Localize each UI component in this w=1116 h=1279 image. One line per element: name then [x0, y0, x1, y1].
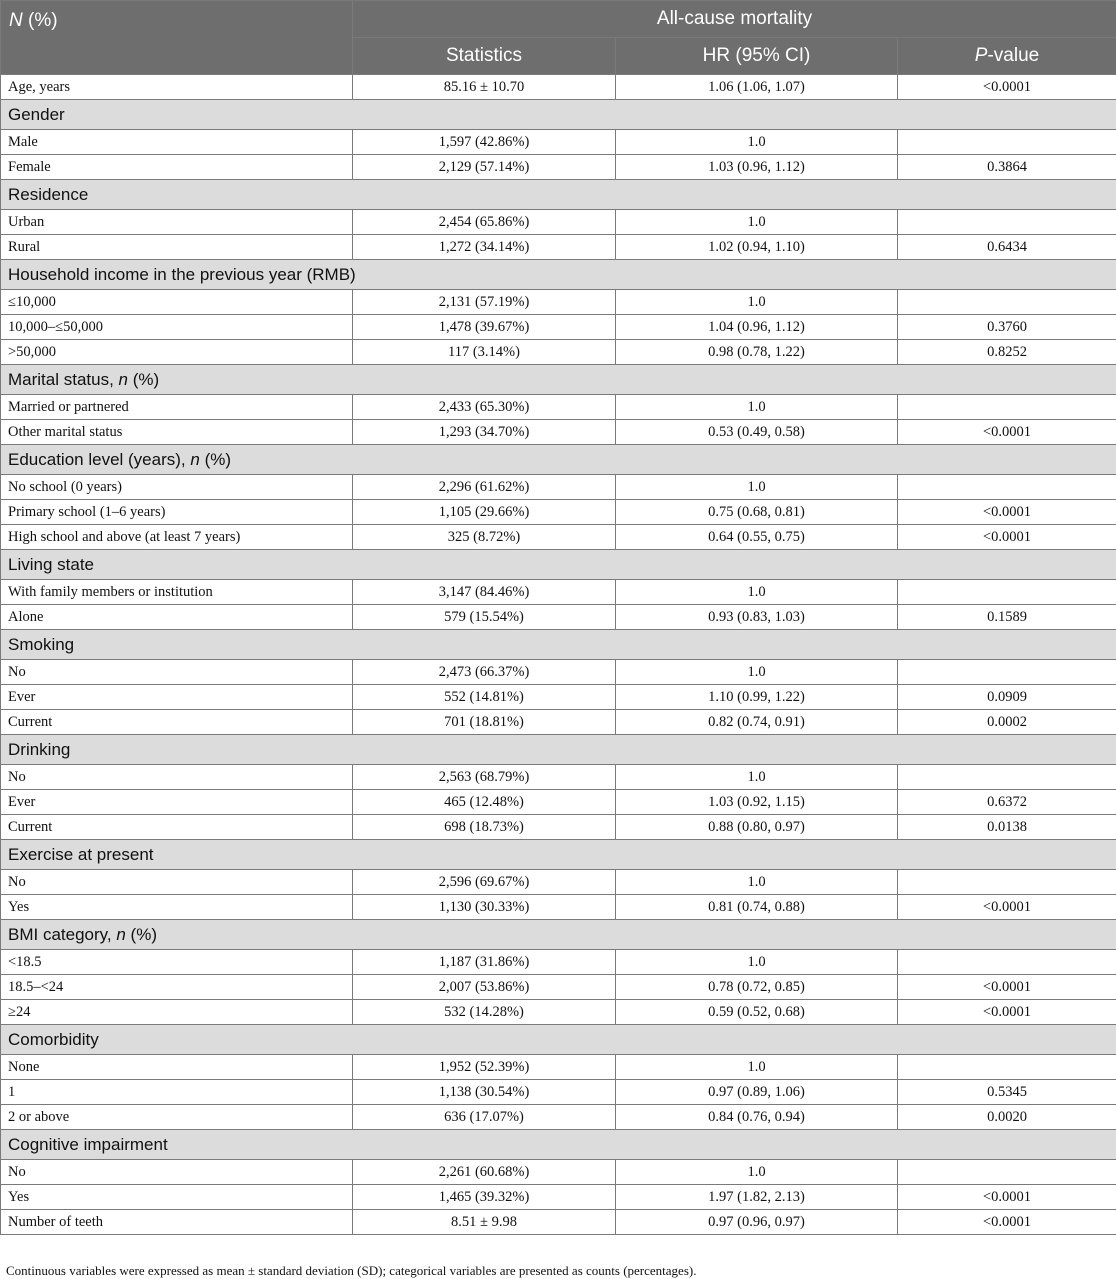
cell-statistics: 2,596 (69.67%)	[353, 870, 616, 895]
cell-p-value: <0.0001	[898, 500, 1116, 525]
group-label-text: Gender	[8, 104, 65, 124]
row-label: With family members or institution	[1, 580, 353, 605]
table-row	[1, 235, 1116, 260]
group-label-text: Drinking	[8, 739, 71, 759]
cell-hr: 1.0	[616, 580, 898, 605]
table-row	[1, 765, 1116, 790]
table-row	[1, 605, 1116, 630]
table-body	[1, 75, 1116, 1235]
table-row	[1, 685, 1116, 710]
cell-p-value: 0.6372	[898, 790, 1116, 815]
table-row	[1, 210, 1116, 235]
cell-p-value: 0.0020	[898, 1105, 1116, 1130]
row-label: ≥24	[1, 1000, 353, 1025]
cell-statistics: 2,007 (53.86%)	[353, 975, 616, 1000]
cell-hr: 0.75 (0.68, 0.81)	[616, 500, 898, 525]
table-row	[1, 290, 1116, 315]
cell-p-value: <0.0001	[898, 75, 1116, 100]
cell-p-value	[898, 210, 1116, 235]
cell-statistics: 2,433 (65.30%)	[353, 395, 616, 420]
cell-statistics: 698 (18.73%)	[353, 815, 616, 840]
row-label: Yes	[1, 1185, 353, 1210]
table-row	[1, 1000, 1116, 1025]
cell-statistics: 2,129 (57.14%)	[353, 155, 616, 180]
cell-statistics: 3,147 (84.46%)	[353, 580, 616, 605]
cell-hr: 0.97 (0.89, 1.06)	[616, 1080, 898, 1105]
row-label: Male	[1, 130, 353, 155]
cell-statistics: 532 (14.28%)	[353, 1000, 616, 1025]
group-label-text: Household income in the previous year (RMB)	[8, 264, 356, 284]
cell-statistics: 2,563 (68.79%)	[353, 765, 616, 790]
table-row	[1, 75, 1116, 100]
row-label: High school and above (at least 7 years)	[1, 525, 353, 550]
table-row	[1, 870, 1116, 895]
cell-statistics: 117 (3.14%)	[353, 340, 616, 365]
group-label-text: Education level (years),	[8, 449, 191, 469]
table-row	[1, 815, 1116, 840]
cell-p-value	[898, 395, 1116, 420]
table-row	[1, 500, 1116, 525]
table-row	[1, 950, 1116, 975]
table-row	[1, 1160, 1116, 1185]
group-label-suffix: (%)	[128, 369, 160, 389]
group-row	[1, 550, 1116, 580]
table-row	[1, 340, 1116, 365]
row-label: None	[1, 1055, 353, 1080]
row-label: Rural	[1, 235, 353, 260]
cell-statistics: 1,138 (30.54%)	[353, 1080, 616, 1105]
column-header-hr: HR (95% CI)	[616, 38, 898, 75]
corner-header-n: N	[9, 10, 23, 31]
cell-hr: 1.03 (0.92, 1.15)	[616, 790, 898, 815]
group-row	[1, 100, 1116, 130]
cell-statistics: 1,293 (34.70%)	[353, 420, 616, 445]
cell-p-value: 0.8252	[898, 340, 1116, 365]
cell-p-value: 0.3864	[898, 155, 1116, 180]
column-header-p	[898, 38, 1116, 75]
group-label-italic: n	[116, 924, 126, 944]
cell-p-value: <0.0001	[898, 895, 1116, 920]
group-label	[1, 180, 1116, 210]
row-label: Urban	[1, 210, 353, 235]
cell-statistics: 2,131 (57.19%)	[353, 290, 616, 315]
cell-hr: 0.88 (0.80, 0.97)	[616, 815, 898, 840]
group-row	[1, 180, 1116, 210]
cell-hr: 1.0	[616, 660, 898, 685]
cell-statistics: 85.16 ± 10.70	[353, 75, 616, 100]
cell-hr: 0.93 (0.83, 1.03)	[616, 605, 898, 630]
cell-statistics: 465 (12.48%)	[353, 790, 616, 815]
cell-statistics: 2,296 (61.62%)	[353, 475, 616, 500]
table-row	[1, 130, 1116, 155]
table-row	[1, 1055, 1116, 1080]
cell-hr: 0.98 (0.78, 1.22)	[616, 340, 898, 365]
cell-statistics: 1,952 (52.39%)	[353, 1055, 616, 1080]
cell-hr: 1.0	[616, 210, 898, 235]
cell-hr: 1.0	[616, 475, 898, 500]
row-label: Primary school (1–6 years)	[1, 500, 353, 525]
cell-hr: 0.82 (0.74, 0.91)	[616, 710, 898, 735]
cell-p-value	[898, 130, 1116, 155]
cell-statistics: 579 (15.54%)	[353, 605, 616, 630]
row-label: No	[1, 765, 353, 790]
group-label	[1, 100, 1116, 130]
row-label: Age, years	[1, 75, 353, 100]
cell-hr: 1.03 (0.96, 1.12)	[616, 155, 898, 180]
row-label: Current	[1, 815, 353, 840]
group-label	[1, 920, 1116, 950]
cell-hr: 1.02 (0.94, 1.10)	[616, 235, 898, 260]
row-label: No school (0 years)	[1, 475, 353, 500]
group-label-text: Marital status,	[8, 369, 119, 389]
group-row	[1, 365, 1116, 395]
cell-hr: 0.97 (0.96, 0.97)	[616, 1210, 898, 1235]
cell-statistics: 636 (17.07%)	[353, 1105, 616, 1130]
cell-p-value	[898, 475, 1116, 500]
cell-statistics: 1,465 (39.32%)	[353, 1185, 616, 1210]
cell-hr: 1.0	[616, 130, 898, 155]
row-label: No	[1, 660, 353, 685]
table-row	[1, 1105, 1116, 1130]
cell-p-value	[898, 660, 1116, 685]
cell-hr: 1.04 (0.96, 1.12)	[616, 315, 898, 340]
row-label: Yes	[1, 895, 353, 920]
corner-header-pct: (%)	[28, 10, 58, 31]
group-label-suffix: (%)	[199, 449, 232, 469]
cell-statistics: 701 (18.81%)	[353, 710, 616, 735]
table-row	[1, 525, 1116, 550]
cell-hr: 0.64 (0.55, 0.75)	[616, 525, 898, 550]
cell-hr: 1.0	[616, 870, 898, 895]
column-header-p-rest: -value	[987, 45, 1040, 66]
group-label-text: Living state	[8, 554, 94, 574]
row-label: Current	[1, 710, 353, 735]
group-label-text: Smoking	[8, 634, 75, 654]
table-row	[1, 1185, 1116, 1210]
cell-statistics: 1,105 (29.66%)	[353, 500, 616, 525]
cell-p-value	[898, 1055, 1116, 1080]
table-row	[1, 1080, 1116, 1105]
table-row	[1, 475, 1116, 500]
cell-hr: 0.81 (0.74, 0.88)	[616, 895, 898, 920]
cell-hr: 1.0	[616, 395, 898, 420]
cell-hr: 1.06 (1.06, 1.07)	[616, 75, 898, 100]
cell-p-value: 0.5345	[898, 1080, 1116, 1105]
cell-p-value: <0.0001	[898, 525, 1116, 550]
group-label-suffix: (%)	[125, 924, 157, 944]
group-label	[1, 550, 1116, 580]
row-label: 10,000–≤50,000	[1, 315, 353, 340]
table-row	[1, 895, 1116, 920]
cell-hr: 0.84 (0.76, 0.94)	[616, 1105, 898, 1130]
row-label: >50,000	[1, 340, 353, 365]
cell-p-value	[898, 950, 1116, 975]
group-label	[1, 1025, 1116, 1055]
group-row	[1, 630, 1116, 660]
cell-hr: 1.0	[616, 1160, 898, 1185]
table-row	[1, 315, 1116, 340]
group-label	[1, 445, 1116, 475]
cell-hr: 0.53 (0.49, 0.58)	[616, 420, 898, 445]
cell-p-value: 0.0138	[898, 815, 1116, 840]
cell-hr: 1.0	[616, 765, 898, 790]
group-label-italic: n	[190, 449, 200, 469]
cell-p-value	[898, 290, 1116, 315]
cell-p-value: 0.3760	[898, 315, 1116, 340]
group-label	[1, 630, 1116, 660]
table-row	[1, 420, 1116, 445]
group-label-text: Residence	[8, 184, 89, 204]
group-row	[1, 920, 1116, 950]
table-row	[1, 395, 1116, 420]
table-row	[1, 155, 1116, 180]
group-row	[1, 735, 1116, 765]
table-row	[1, 710, 1116, 735]
group-label	[1, 260, 1116, 290]
corner-header	[1, 1, 353, 75]
group-row	[1, 260, 1116, 290]
group-header: All-cause mortality	[353, 1, 1116, 38]
table-row	[1, 975, 1116, 1000]
row-label: 1	[1, 1080, 353, 1105]
cell-statistics: 2,473 (66.37%)	[353, 660, 616, 685]
row-label: Ever	[1, 790, 353, 815]
cell-p-value: 0.0002	[898, 710, 1116, 735]
cell-p-value: <0.0001	[898, 975, 1116, 1000]
cell-hr: 1.10 (0.99, 1.22)	[616, 685, 898, 710]
group-label-italic: n	[118, 369, 129, 389]
cell-p-value	[898, 870, 1116, 895]
cell-p-value	[898, 1160, 1116, 1185]
table-row	[1, 1210, 1116, 1235]
group-label	[1, 365, 1116, 395]
group-label	[1, 840, 1116, 870]
cell-statistics: 1,130 (30.33%)	[353, 895, 616, 920]
row-label: Number of teeth	[1, 1210, 353, 1235]
cell-statistics: 1,272 (34.14%)	[353, 235, 616, 260]
cell-statistics: 552 (14.81%)	[353, 685, 616, 710]
cell-hr: 1.0	[616, 290, 898, 315]
column-header-statistics: Statistics	[353, 38, 616, 75]
cell-statistics: 1,478 (39.67%)	[353, 315, 616, 340]
table-footnote: Continuous variables were expressed as mean ± standard deviation (SD); categorical variables are presented as counts (percentages).	[6, 1263, 697, 1278]
row-label: No	[1, 870, 353, 895]
group-row	[1, 840, 1116, 870]
table-row	[1, 790, 1116, 815]
column-header-p-italic: P	[974, 45, 988, 66]
cell-statistics: 1,597 (42.86%)	[353, 130, 616, 155]
cell-hr: 1.0	[616, 950, 898, 975]
row-label: Ever	[1, 685, 353, 710]
cell-p-value: 0.1589	[898, 605, 1116, 630]
group-label-text: Comorbidity	[8, 1029, 99, 1049]
cell-hr: 1.0	[616, 1055, 898, 1080]
cell-statistics: 325 (8.72%)	[353, 525, 616, 550]
cell-p-value	[898, 765, 1116, 790]
cell-p-value	[898, 580, 1116, 605]
cell-statistics: 1,187 (31.86%)	[353, 950, 616, 975]
cell-statistics: 8.51 ± 9.98	[353, 1210, 616, 1235]
group-row	[1, 1025, 1116, 1055]
row-label: <18.5	[1, 950, 353, 975]
row-label: Married or partnered	[1, 395, 353, 420]
cell-p-value: 0.6434	[898, 235, 1116, 260]
group-label-text: BMI category,	[8, 924, 117, 944]
row-label: Alone	[1, 605, 353, 630]
table-header	[1, 1, 1116, 75]
table-row	[1, 580, 1116, 605]
cell-statistics: 2,261 (60.68%)	[353, 1160, 616, 1185]
cell-hr: 0.59 (0.52, 0.68)	[616, 1000, 898, 1025]
group-label-text: Cognitive impairment	[8, 1134, 168, 1154]
cell-p-value: 0.0909	[898, 685, 1116, 710]
row-label: ≤10,000	[1, 290, 353, 315]
cell-p-value: <0.0001	[898, 1185, 1116, 1210]
group-label	[1, 735, 1116, 765]
row-label: Female	[1, 155, 353, 180]
group-label-text: Exercise at present	[8, 844, 154, 864]
cell-hr: 1.97 (1.82, 2.13)	[616, 1185, 898, 1210]
cell-statistics: 2,454 (65.86%)	[353, 210, 616, 235]
cell-p-value: <0.0001	[898, 1000, 1116, 1025]
group-row	[1, 445, 1116, 475]
cell-p-value: <0.0001	[898, 420, 1116, 445]
row-label: Other marital status	[1, 420, 353, 445]
row-label: 2 or above	[1, 1105, 353, 1130]
row-label: 18.5–<24	[1, 975, 353, 1000]
group-label	[1, 1130, 1116, 1160]
table-row	[1, 660, 1116, 685]
cell-hr: 0.78 (0.72, 0.85)	[616, 975, 898, 1000]
cell-p-value: <0.0001	[898, 1210, 1116, 1235]
group-row	[1, 1130, 1116, 1160]
row-label: No	[1, 1160, 353, 1185]
